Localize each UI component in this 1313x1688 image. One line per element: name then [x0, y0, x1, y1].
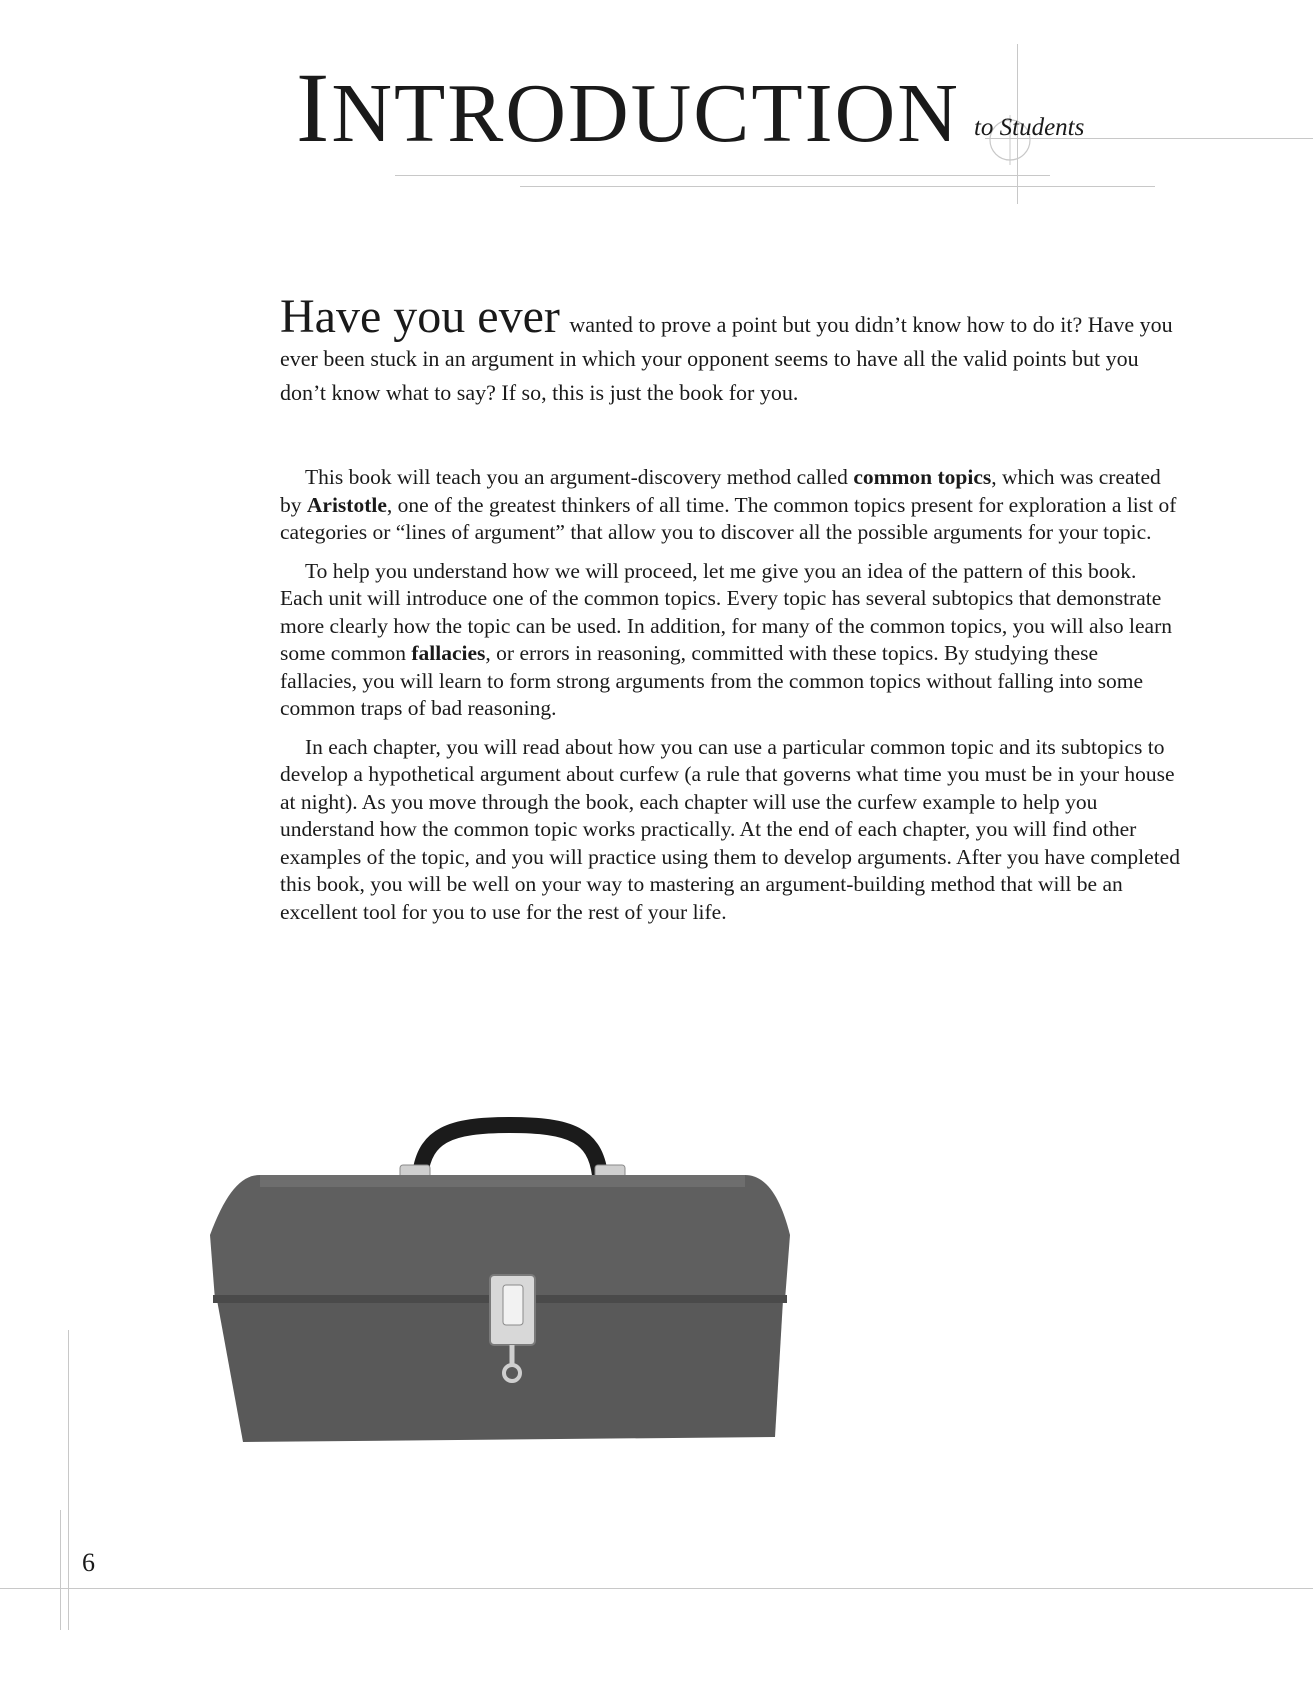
- body-paragraph-3: [280, 734, 1180, 927]
- lead-big-text: Have you ever: [280, 290, 560, 343]
- footer-vertical-rule-2: [60, 1510, 61, 1630]
- p2-bold-term: fallacies: [411, 641, 486, 665]
- body-paragraph-1: [280, 464, 1180, 547]
- body-text: [280, 464, 1180, 937]
- title-initial: I: [296, 52, 332, 163]
- page-number: 6: [82, 1548, 95, 1577]
- title-rest: NTRODUCTION: [331, 67, 960, 160]
- title-subtitle: to Students: [973, 114, 1085, 141]
- p3-text: In each chapter, you will read about how you can use a particular common topic and its subtopics to develop a hypothetical argument about curfew (a rule that governs what time you must be in your house at night). As you move through the book, each chapter will use the curfew example to help you understand how the common topic works practically. At the end of each chapter, you will find other examples of the topic, and you will practice using them to develop arguments. After you have completed this book, you will be well on your way to mastering an argument-building method that will be an excellent tool for you to use for the rest of your life.: [280, 734, 1180, 924]
- header-rule-low: [520, 186, 1155, 187]
- lead-paragraph: [280, 290, 1180, 410]
- p2-text-c: , or errors in reasoning, committed with these topics. By studying these fallacies, you will learn to form strong arguments from the common topics without falling into some common traps of bad reasoning.: [280, 641, 1144, 720]
- p1-text-c: , which was created by: [280, 465, 1161, 517]
- toolbox-image: [205, 1095, 825, 1455]
- body-paragraph-2: [280, 558, 1180, 723]
- header-rule-mid: [395, 175, 1050, 176]
- page-title: [296, 52, 1085, 163]
- lead-text: wanted to prove a point but you didn’t know how to do it? Have you ever been stuck in an argument in which your opponent seems to have all the valid points but you don’t know what to say? If so, this is just the book for you.: [280, 312, 1173, 405]
- footer-vertical-rule: [68, 1330, 69, 1630]
- p1-text-a: This book will teach you an argument-discovery method called: [305, 465, 854, 489]
- toolbox-handle: [420, 1125, 600, 1175]
- p1-bold-name: Aristotle: [306, 492, 387, 517]
- p2-text-a: To help you understand how we will proceed, let me give you an idea of the pattern of this book. Each unit will introduce one of the common topics. Every topic has several subtopics that demonstrate more clearly how the topic can be used. In addition, for many of the common topics, you will also learn some common: [280, 558, 1173, 665]
- p1-bold-term: common topics: [853, 465, 992, 489]
- title-main: [296, 52, 960, 163]
- p1-text-e: , one of the greatest thinkers of all time. The common topics present for exploration a list of categories or “lines of argument” that allow you to discover all the possible arguments for your topic.: [280, 492, 1177, 544]
- footer-horizontal-rule: [0, 1588, 1313, 1589]
